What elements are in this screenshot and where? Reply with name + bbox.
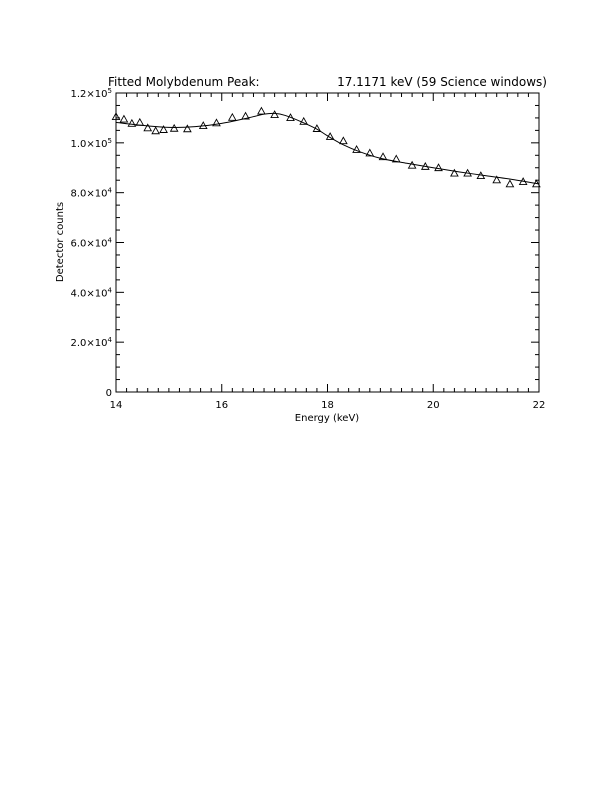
data-point-triangle xyxy=(435,164,442,170)
y-tick-label: $1.0\times 10^5$ xyxy=(70,136,112,150)
data-point-triangle xyxy=(120,116,127,122)
y-axis-label: Detector counts xyxy=(55,201,66,283)
y-tick-label: $6.0\times 10^4$ xyxy=(70,236,112,250)
chart-title-right: 17.1171 keV (59 Science windows) xyxy=(337,75,547,89)
x-tick-label: 22 xyxy=(532,400,546,411)
chart-title-left: Fitted Molybdenum Peak: xyxy=(108,75,260,89)
y-tick-label: $4.0\times 10^4$ xyxy=(70,286,112,300)
data-point-triangle xyxy=(229,114,236,120)
x-axis-label: Energy (keV) xyxy=(294,413,360,424)
data-point-triangle xyxy=(271,111,278,117)
x-tick-labels xyxy=(110,400,546,411)
x-tick-label: 14 xyxy=(109,400,123,411)
y-tick-label: $8.0\times 10^4$ xyxy=(70,186,112,200)
x-tick-label: 20 xyxy=(426,400,440,411)
data-point-triangle xyxy=(152,127,159,133)
data-point-triangle xyxy=(506,180,513,186)
x-tick-label: 16 xyxy=(215,400,229,411)
fit-curve xyxy=(116,113,539,184)
y-tick-labels xyxy=(71,87,113,399)
data-point-triangle xyxy=(171,125,178,131)
y-tick-label: $1.2\times 10^5$ xyxy=(70,87,112,100)
y-tick-label: 0 xyxy=(105,388,112,399)
data-point-triangle xyxy=(340,137,347,143)
data-points xyxy=(112,108,540,187)
x-tick-label: 18 xyxy=(321,400,334,411)
y-tick-label: $2.0\times 10^4$ xyxy=(70,336,112,350)
data-point-triangle xyxy=(136,119,143,125)
data-point-triangle xyxy=(184,125,191,131)
data-point-triangle xyxy=(258,108,265,114)
data-point-triangle xyxy=(128,120,135,126)
